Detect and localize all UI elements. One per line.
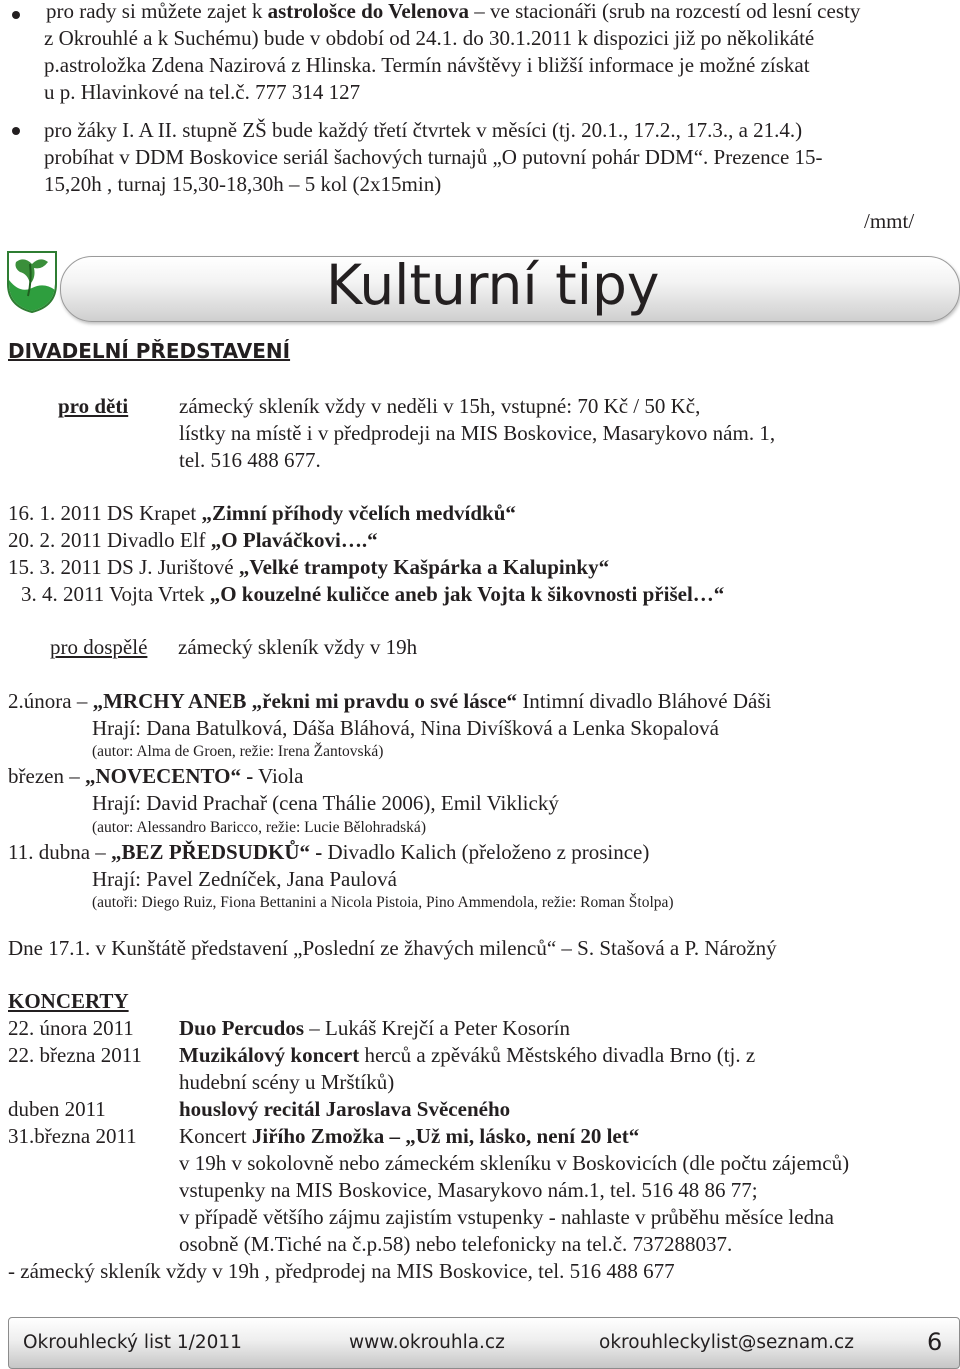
text-line: lístky na místě i v předprodeji na MIS Boskovice, Masarykovo nám. 1,: [179, 421, 776, 445]
footer-website[interactable]: www.okrouhla.cz: [349, 1332, 505, 1353]
concert-date: 31.března 2011: [8, 1124, 137, 1148]
text-line: tel. 516 488 677.: [179, 448, 321, 472]
label-adults: pro dospělé: [50, 635, 148, 659]
show-line: 16. 1. 2011 DS Krapet „Zimní příhody včelích medvídků“: [8, 501, 516, 525]
show-line: 20. 2. 2011 Divadlo Elf „O Plaváčkovi….“: [8, 528, 378, 552]
paragraph-astrology: [46, 0, 860, 25]
paragraph-astrology-cont: [44, 25, 814, 106]
heading-theatre: DIVADELNÍ PŘEDSTAVENÍ: [8, 339, 291, 363]
heading-concerts: KONCERTY: [8, 989, 129, 1013]
concert-desc: [179, 1123, 849, 1258]
adults-info: zámecký skleník vždy v 19h: [178, 635, 418, 659]
text-line: v případě většího zájmu zajistím vstupenky - nahlaste v průběhu měsíce ledna: [179, 1205, 834, 1229]
bullet-dot: [12, 127, 20, 135]
text-line: v 19h v sokolovně nebo zámeckém skleníku v Boskovicích (dle počtu zájemců): [179, 1151, 850, 1175]
text-line: Koncert Jiřího Zmožka – „Už mi, lásko, není 20 let“: [179, 1124, 640, 1148]
text-line: probíhat v DDM Boskovice seriál šachových turnajů „O putovní pohár DDM“. Prezence 15-: [44, 145, 823, 169]
text-line: z Okrouhlé a k Suchému) bude v období od 24.1. do 30.1.2011 k dispozici již po několikáté: [44, 26, 815, 50]
concert-date: duben 2011: [8, 1097, 106, 1121]
concert-date: 22. února 2011: [8, 1016, 134, 1040]
footer-publication: Okrouhlecký list 1/2011: [23, 1332, 242, 1353]
section-title: Kulturní tipy: [326, 253, 660, 317]
adult-show-credits: (autor: Alessandro Baricco, režie: Lucie Bělohradská): [92, 819, 426, 836]
text-line: osobně (M.Tiché na č.p.58) nebo telefonicky na tel.č. 737288037.: [179, 1232, 733, 1256]
kids-shows: [8, 500, 724, 608]
text-line: 15,20h , turnaj 15,30-18,30h – 5 kol (2x15min): [44, 172, 442, 196]
kids-info: [179, 393, 775, 474]
text-line: hudební scény u Mrštíků): [179, 1070, 395, 1094]
adult-show-title: 11. dubna – „BEZ PŘEDSUDKŮ“ - Divadlo Kalich (přeloženo z prosince): [8, 840, 650, 864]
adult-show-credits: (autoři: Diego Ruiz, Fiona Bettanini a Nicola Pistoia, Pino Ammendola, režie: Roman Štolpa): [92, 894, 674, 911]
show-line: 3. 4. 2011 Vojta Vrtek „O kouzelné kuličce aneb jak Vojta k šikovnosti přišel…“: [21, 582, 725, 606]
text-line: pro rady si můžete zajet k astrološce do Velenova – ve stacionáři (srub na rozcestí od lesní cesty: [46, 0, 861, 23]
footer-page-number: 6: [927, 1328, 943, 1356]
page-footer: [8, 1317, 960, 1369]
concert-desc: [179, 1042, 755, 1096]
footer-email[interactable]: okrouhleckylist@seznam.cz: [599, 1332, 854, 1353]
concert-desc: Duo Percudos – Lukáš Krejčí a Peter Kosorín: [179, 1016, 570, 1040]
text-line: p.astroložka Zdena Nazirová z Hlinska. Termín návštěvy i bližší informace je možné získat: [44, 53, 810, 77]
text-line: Muzikálový koncert herců a zpěváků Městského divadla Brno (tj. z: [179, 1043, 756, 1067]
adult-show-cast: Hrají: Pavel Zedníček, Jana Paulová: [92, 867, 397, 891]
signature: /mmt/: [864, 209, 915, 233]
adult-show-cast: Hrají: David Prachař (cena Thálie 2006), Emil Viklický: [92, 791, 559, 815]
kunstat-note: Dne 17.1. v Kunštátě představení „Poslední ze žhavých milenců“ – S. Stašová a P. Nárožný: [8, 936, 777, 960]
adult-show-credits: (autor: Alma de Groen, režie: Irena Žantovská): [92, 743, 384, 760]
text-line: u p. Hlavinkové na tel.č. 777 314 127: [44, 80, 361, 104]
text-line: vstupenky na MIS Boskovice, Masarykovo nám.1, tel. 516 48 86 77;: [179, 1178, 758, 1202]
adult-show-title: 2.února – „MRCHY ANEB „řekni mi pravdu o své lásce“ Intimní divadlo Bláhové Dáši: [8, 689, 772, 713]
concert-date: 22. března 2011: [8, 1043, 142, 1067]
show-line: 15. 3. 2011 DS J. Jurištové „Velké trampoty Kašpárka a Kalupinky“: [8, 555, 610, 579]
text-line: pro žáky I. A II. stupně ZŠ bude každý třetí čtvrtek v měsíci (tj. 20.1., 17.2., 17.3., a 21.4.): [44, 118, 803, 142]
concert-desc: houslový recitál Jaroslava Svěceného: [179, 1097, 511, 1121]
bullet-dot: [12, 11, 20, 19]
text-line: zámecký skleník vždy v neděli v 15h, vstupné: 70 Kč / 50 Kč,: [179, 394, 701, 418]
label-kids: pro děti: [58, 394, 129, 418]
adult-show-cast: Hrají: Dana Batulková, Dáša Bláhová, Nina Divíšková a Lenka Skopalová: [92, 716, 719, 740]
closing-line: - zámecký skleník vždy v 19h , předprodej na MIS Boskovice, tel. 516 488 677: [8, 1259, 675, 1283]
paragraph-chess: [44, 117, 823, 198]
adult-show-title: březen – „NOVECENTO“ - Viola: [8, 764, 304, 788]
coat-of-arms-logo: [6, 250, 58, 314]
